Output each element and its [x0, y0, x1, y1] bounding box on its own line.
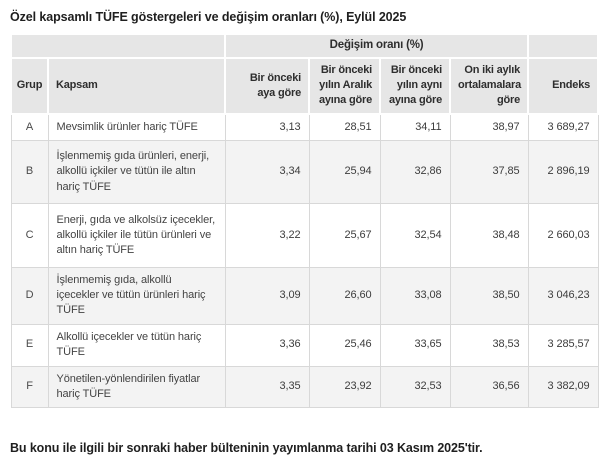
- cell-endeks: 3 285,57: [528, 324, 598, 366]
- cell-endeks: 2 660,03: [528, 204, 598, 268]
- cell-kapsam: Mevsimlik ürünler hariç TÜFE: [48, 114, 225, 141]
- cell-annual: 32,86: [380, 141, 450, 204]
- group-header-blank-right: [528, 34, 598, 58]
- cell-since-december: 25,94: [309, 141, 380, 204]
- next-bulletin-note: Bu konu ile ilgili bir sonraki haber bülteninin yayımlanma tarihi 03 Kasım 2025'tir.: [10, 440, 483, 455]
- cell-since-december: 26,60: [309, 268, 380, 325]
- cell-since-december: 25,46: [309, 324, 380, 366]
- cell-monthly: 3,13: [225, 114, 309, 141]
- cell-endeks: 3 382,09: [528, 366, 598, 407]
- cell-twelve-month-avg: 38,53: [450, 324, 528, 366]
- cell-endeks: 3 689,27: [528, 114, 598, 141]
- cell-endeks: 3 046,23: [528, 268, 598, 325]
- cell-endeks: 2 896,19: [528, 141, 598, 204]
- cell-monthly: 3,36: [225, 324, 309, 366]
- cell-kapsam: İşlenmemiş gıda, alkollü içecekler ve tütün ürünleri hariç TÜFE: [48, 268, 225, 325]
- cell-annual: 32,54: [380, 204, 450, 268]
- tufe-indicators-table: [10, 33, 599, 408]
- cell-kapsam: İşlenmemiş gıda ürünleri, enerji, alkollü içkiler ve tütün ile altın hariç TÜFE: [48, 141, 225, 204]
- cell-kapsam: Enerji, gıda ve alkolsüz içecekler, alkollü içkiler ile tütün ürünleri ve altın hariç TÜFE: [48, 204, 225, 268]
- col-header-monthly: Bir önceki aya göre: [225, 58, 309, 114]
- page-title: Özel kapsamlı TÜFE göstergeleri ve değişim oranları (%), Eylül 2025: [10, 10, 407, 24]
- cell-twelve-month-avg: 36,56: [450, 366, 528, 407]
- cell-monthly: 3,34: [225, 141, 309, 204]
- cell-annual: 34,11: [380, 114, 450, 141]
- cell-since-december: 23,92: [309, 366, 380, 407]
- table-row: [11, 366, 598, 407]
- cell-grup: C: [11, 204, 48, 268]
- cell-grup: F: [11, 366, 48, 407]
- column-header-row: [11, 58, 598, 114]
- table-row: [11, 268, 598, 325]
- cell-annual: 32,53: [380, 366, 450, 407]
- cell-grup: E: [11, 324, 48, 366]
- cell-monthly: 3,09: [225, 268, 309, 325]
- col-header-annual: Bir önceki yılın aynı ayına göre: [380, 58, 450, 114]
- col-header-endeks: Endeks: [528, 58, 598, 114]
- cell-since-december: 28,51: [309, 114, 380, 141]
- group-header-row: [11, 34, 598, 58]
- cell-kapsam: Yönetilen-yönlendirilen fiyatlar hariç TÜFE: [48, 366, 225, 407]
- table-header: [11, 34, 598, 114]
- table-row: [11, 114, 598, 141]
- cell-annual: 33,65: [380, 324, 450, 366]
- col-header-kapsam: Kapsam: [48, 58, 225, 114]
- cell-twelve-month-avg: 38,48: [450, 204, 528, 268]
- cell-kapsam: Alkollü içecekler ve tütün hariç TÜFE: [48, 324, 225, 366]
- cell-twelve-month-avg: 38,50: [450, 268, 528, 325]
- cell-grup: D: [11, 268, 48, 325]
- table-body: [11, 114, 598, 408]
- col-header-since-december: Bir önceki yılın Aralık ayına göre: [309, 58, 380, 114]
- cell-annual: 33,08: [380, 268, 450, 325]
- cell-monthly: 3,22: [225, 204, 309, 268]
- cell-twelve-month-avg: 38,97: [450, 114, 528, 141]
- col-header-grup: Grup: [11, 58, 48, 114]
- group-header-blank-left: [11, 34, 225, 58]
- cell-since-december: 25,67: [309, 204, 380, 268]
- table-row: [11, 204, 598, 268]
- table-row: [11, 324, 598, 366]
- col-header-twelve-month-avg: On iki aylık ortalamalara göre: [450, 58, 528, 114]
- change-rate-group-header: Değişim oranı (%): [225, 34, 528, 58]
- table-row: [11, 141, 598, 204]
- cell-grup: B: [11, 141, 48, 204]
- cell-twelve-month-avg: 37,85: [450, 141, 528, 204]
- cell-monthly: 3,35: [225, 366, 309, 407]
- cell-grup: A: [11, 114, 48, 141]
